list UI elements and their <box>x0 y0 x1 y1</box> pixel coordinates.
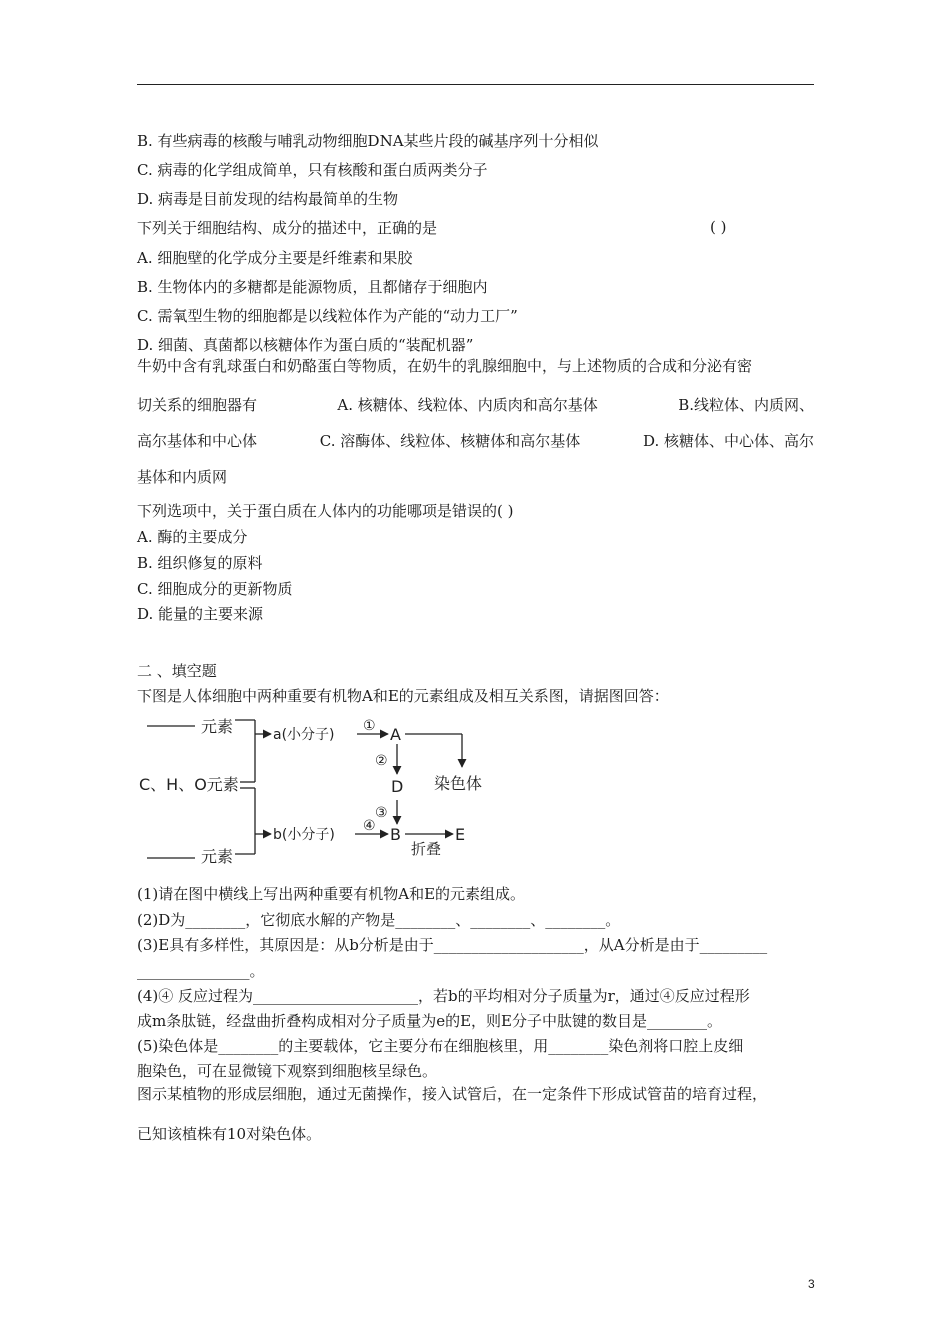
option-a-cell: A. 细胞壁的化学成分主要是纤维素和果胶 <box>137 249 413 267</box>
option-d-cell: D. 细菌、真菌都以核糖体作为蛋白质的“装配机器” <box>137 336 474 354</box>
fill-question-1-stem: 下图是人体细胞中两种重要有机物A和E的元素组成及相互关系图，请据图回答： <box>137 687 669 705</box>
diagram-elements-top: 元素 <box>201 717 234 736</box>
option-c-cell: C. 需氧型生物的细胞都是以线粒体作为产能的“动力工厂” <box>137 307 518 325</box>
fill-question-1-part-5: (5)染色体是________的主要载体，它主要分布在细胞核里，用________染色剂将口腔上皮细 <box>137 1037 744 1055</box>
question-milk-line1: 牛奶中含有乳球蛋白和奶酪蛋白等物质，在奶牛的乳腺细胞中，与上述物质的合成和分泌有密 <box>137 357 753 375</box>
diagram-small-molecule-b: b(小分子) <box>273 827 335 843</box>
option-c-protein: C. 细胞成分的更新物质 <box>137 580 293 598</box>
diagram-chromosome: 染色体 <box>434 774 483 793</box>
diagram-node-b: B <box>390 825 401 844</box>
option-c-virus: C. 病毒的化学组成简单，只有核酸和蛋白质两类分子 <box>137 161 488 179</box>
fill-question-1-part-3-cont: _______________。 <box>137 962 265 980</box>
diagram-small-molecule-a: a(小分子) <box>273 727 335 743</box>
section-heading-fill-in: 二 、填空题 <box>137 662 217 680</box>
fill-question-1-part-1: (1)请在图中横线上写出两种重要有机物A和E的元素组成。 <box>137 885 526 903</box>
question-milk-option-b: B.线粒体、内质网、 <box>678 396 814 414</box>
diagram-step-2: ② <box>375 753 388 769</box>
element-relationship-diagram <box>137 710 497 870</box>
diagram-cho-elements: C、H、O元素 <box>139 775 239 794</box>
fill-question-2-line1: 图示某植物的形成层细胞，通过无菌操作，接入试管后，在一定条件下形成试管苗的培育过程， <box>137 1085 768 1103</box>
fill-question-2-line2: 已知该植株有10对染色体。 <box>137 1125 322 1143</box>
page-number: 3 <box>808 1277 815 1291</box>
fill-question-1-part-4: (4)④ 反应过程为______________________，若b的平均相对分子质量为r，通过④反应过程形 <box>137 987 750 1005</box>
question-milk-line4: 基体和内质网 <box>137 468 228 486</box>
question-milk-option-d: D. 核糖体、中心体、高尔 <box>642 432 814 450</box>
question-milk-line2-a: 切关系的细胞器有 <box>137 396 258 414</box>
option-a-protein: A. 酶的主要成分 <box>137 528 248 546</box>
answer-parentheses: ( ) <box>710 218 727 236</box>
question-milk-option-a: A. 核糖体、线粒体、内质肉和高尔基体 <box>337 396 598 414</box>
option-d-virus: D. 病毒是目前发现的结构最简单的生物 <box>137 190 399 208</box>
question-protein-stem: 下列选项中，关于蛋白质在人体内的功能哪项是错误的( ) <box>137 502 514 520</box>
diagram-step-1: ① <box>363 718 376 734</box>
fill-question-1-part-3: (3)E具有多样性，其原因是：从b分析是由于____________________，从A分析是由于_________ <box>137 936 768 954</box>
diagram-folding: 折叠 <box>411 840 442 858</box>
question-cell-structure-stem: 下列关于细胞结构、成分的描述中，正确的是 <box>137 219 438 237</box>
question-milk-line3 <box>137 431 814 451</box>
fill-question-1-part-2: (2)D为________，它彻底水解的产物是________、________、________。 <box>137 911 621 929</box>
diagram-elements-bottom: 元素 <box>201 847 234 866</box>
option-b-virus: B. 有些病毒的核酸与哺乳动物细胞DNA某些片段的碱基序列十分相似 <box>137 132 599 150</box>
option-d-protein: D. 能量的主要来源 <box>137 605 264 623</box>
fill-question-1-part-4-cont: 成m条肽链，经盘曲折叠构成相对分子质量为e的E，则E分子中肽键的数目是________。 <box>137 1012 723 1030</box>
question-milk-line3-a: 高尔基体和中心体 <box>137 432 258 450</box>
diagram-node-d: D <box>391 777 404 796</box>
option-b-cell: B. 生物体内的多糖都是能源物质，且都储存于细胞内 <box>137 278 488 296</box>
fill-question-1-part-5-cont: 胞染色，可在显微镜下观察到细胞核呈绿色。 <box>137 1062 438 1080</box>
question-milk-line2 <box>137 395 814 415</box>
diagram-step-4: ④ <box>363 818 376 834</box>
diagram-node-a: A <box>390 725 401 744</box>
diagram-step-3: ③ <box>375 805 388 821</box>
question-milk-option-c: C. 溶酶体、线粒体、核糖体和高尔基体 <box>319 432 581 450</box>
option-b-protein: B. 组织修复的原料 <box>137 554 263 572</box>
header-rule <box>137 84 814 85</box>
diagram-node-e: E <box>455 825 466 844</box>
